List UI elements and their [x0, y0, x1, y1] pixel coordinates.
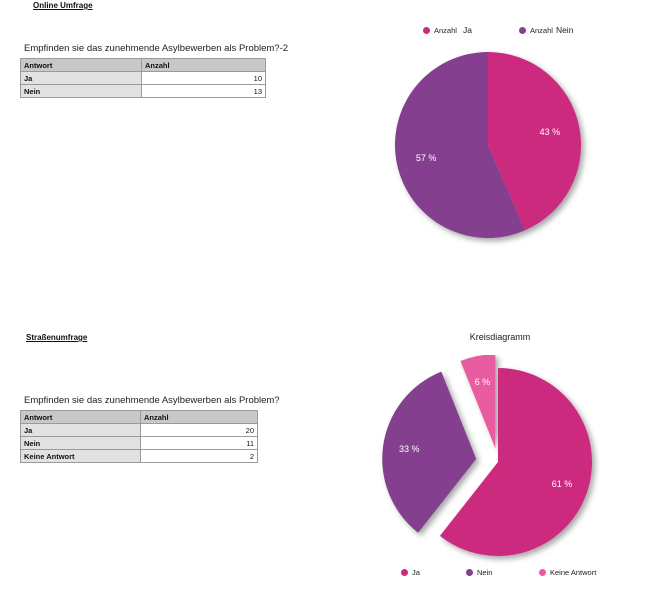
- table-header-antwort: Antwort: [21, 59, 142, 72]
- pie-data-label: 43 %: [539, 127, 561, 138]
- chart1-pie: [380, 40, 600, 250]
- legend-label: Nein: [555, 25, 574, 35]
- legend-dot-icon: [519, 27, 526, 34]
- table-cell-value: 2: [141, 450, 258, 463]
- pie-data-label: 61 %: [551, 479, 573, 490]
- pie-data-label: 57 %: [415, 152, 437, 163]
- section2-table: [20, 410, 258, 463]
- table-cell-value: 20: [141, 424, 258, 437]
- section1-heading: Online Umfrage: [33, 1, 93, 10]
- legend-label: Ja: [412, 568, 420, 577]
- legend-prefix: Anzahl: [530, 25, 553, 35]
- chart2-title: Kreisdiagramm: [469, 332, 531, 342]
- legend-dot-icon: [466, 569, 473, 576]
- table-row: [21, 437, 258, 450]
- legend-dot-icon: [539, 569, 546, 576]
- table-cell-value: 11: [141, 437, 258, 450]
- legend-item-ja: [401, 568, 420, 577]
- legend-label: Nein: [477, 568, 493, 577]
- table-row: [21, 85, 266, 98]
- legend-dot-icon: [401, 569, 408, 576]
- table-row: [21, 72, 266, 85]
- table-header-antwort: Antwort: [21, 411, 141, 424]
- legend-label: Ja: [462, 25, 472, 35]
- chart2-pie: [375, 355, 615, 565]
- section2-question: Empfinden sie das zunehmende Asylbewerben als Problem?: [24, 395, 280, 406]
- table-header-anzahl: Anzahl: [142, 59, 266, 72]
- pie-data-label: 6 %: [474, 376, 491, 387]
- table-cell-value: 10: [142, 72, 266, 85]
- table-cell-label: Nein: [21, 437, 141, 450]
- table-cell-label: Nein: [21, 85, 142, 98]
- table-header-anzahl: Anzahl: [141, 411, 258, 424]
- section2-heading: Straßenumfrage: [26, 333, 88, 342]
- table-header-row: [21, 59, 266, 72]
- section1-table: [20, 58, 266, 98]
- legend-item-nein: [466, 568, 492, 577]
- section1-question: Empfinden sie das zunehmende Asylbewerben als Problem?-2: [24, 43, 289, 54]
- legend-prefix: Anzahl: [434, 25, 457, 35]
- table-cell-label: Ja: [21, 424, 141, 437]
- legend-label: Keine Antwort: [550, 568, 597, 577]
- table-row: [21, 424, 258, 437]
- table-row: [21, 450, 258, 463]
- table-cell-label: Ja: [21, 72, 142, 85]
- legend-item-nein: [519, 25, 573, 35]
- legend-dot-icon: [423, 27, 430, 34]
- table-cell-label: Keine Antwort: [21, 450, 141, 463]
- pie-data-label: 33 %: [398, 444, 420, 455]
- legend-item-keine-antwort: [539, 568, 596, 577]
- legend-item-ja: [423, 25, 472, 35]
- table-cell-value: 13: [142, 85, 266, 98]
- table-header-row: [21, 411, 258, 424]
